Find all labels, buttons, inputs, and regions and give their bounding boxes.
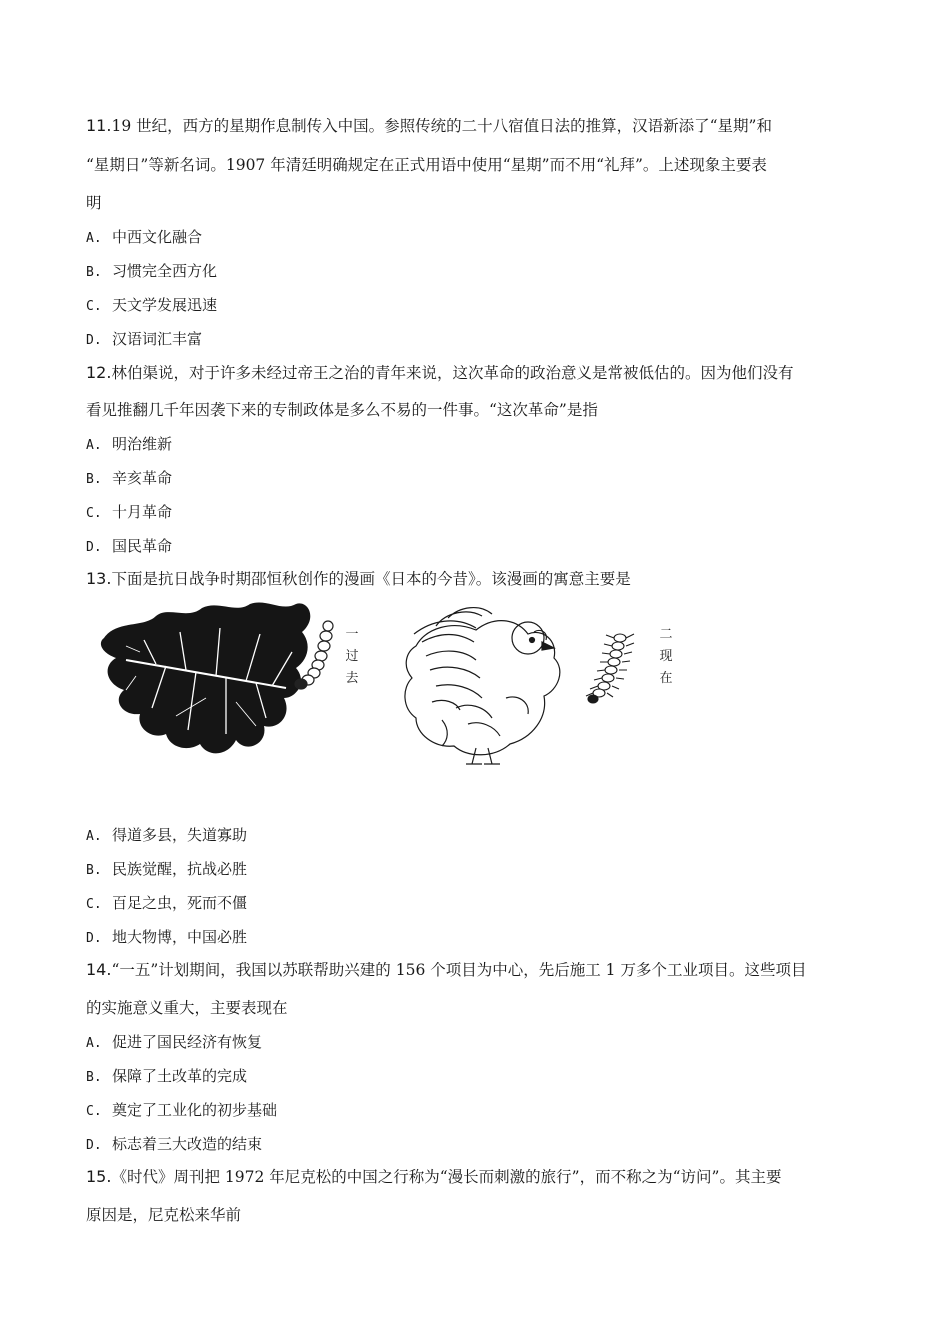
q14-option-d[interactable]: D. 标志着三大改造的结束 [86,1135,263,1153]
cartoon-drawing [96,598,696,773]
q13-line-1: 13.下面是抗日战争时期邵恒秋创作的漫画《日本的今昔》。该漫画的寓意主要是 [86,569,631,588]
panel2-caption: 二现在 [659,627,673,686]
q12-option-a[interactable]: A. 明治维新 [86,435,173,453]
q14-number: 14. [86,960,112,979]
q14-line-2: 的实施意义重大，主要表现在 [86,999,288,1017]
centipede-illustration [586,634,634,703]
q13-cartoon [96,598,696,773]
q15-number: 15. [86,1167,112,1186]
q11-line-1: 11.19 世纪，西方的星期作息制传入中国。参照传统的二十八宿值日法的推算，汉语新添了“星期”和 [86,116,772,135]
q13-number: 13. [86,569,112,588]
q11-line-2: “星期日”等新名词。1907 年清廷明确规定在正式用语中使用“星期”而不用“礼拜”。上述现象主要表 [86,156,767,174]
panel1-caption: 一过去 [345,627,359,686]
q13-option-d[interactable]: D. 地大物博，中国必胜 [86,928,248,946]
q12-number: 12. [86,363,112,382]
q12-line-2: 看见推翻几千年因袭下来的专制政体是多么不易的一件事。“这次革命”是指 [86,401,598,419]
q13-option-a[interactable]: A. 得道多县，失道寡助 [86,826,248,844]
q11-number: 11. [86,116,112,135]
q11-line-3: 明 [86,194,102,212]
leaf-illustration [101,602,310,753]
q12-line-1: 12.林伯渠说，对于许多未经过帝王之治的青年来说，这次革命的政治意义是常被低估的。因为他们没有 [86,363,794,382]
q15-line-1: 15.《时代》周刊把 1972 年尼克松的中国之行称为“漫长而刺激的旅行”，而不称之为“访问”。其主要 [86,1167,782,1186]
q14-option-c[interactable]: C. 奠定了工业化的初步基础 [86,1101,278,1119]
q14-option-a[interactable]: A. 促进了国民经济有恢复 [86,1033,263,1051]
q12-option-b[interactable]: B. 辛亥革命 [86,469,173,487]
q11-option-b[interactable]: B. 习惯完全西方化 [86,262,218,280]
q14-line-1: 14.“一五”计划期间，我国以苏联帮助兴建的 156 个项目为中心，先后施工 1 万多个工业项目。这些项目 [86,960,807,979]
q11-option-a[interactable]: A. 中西文化融合 [86,228,203,246]
q15-line-2: 原因是，尼克松来华前 [86,1206,242,1224]
q14-option-b[interactable]: B. 保障了土改革的完成 [86,1067,248,1085]
q12-option-c[interactable]: C. 十月革命 [86,503,173,521]
q13-option-c[interactable]: C. 百足之虫，死而不僵 [86,894,248,912]
q11-option-d[interactable]: D. 汉语词汇丰富 [86,330,203,348]
q12-option-d[interactable]: D. 国民革命 [86,537,173,555]
chicken-illustration [405,608,560,764]
q11-option-c[interactable]: C. 天文学发展迅速 [86,296,218,314]
q13-option-b[interactable]: B. 民族觉醒，抗战必胜 [86,860,248,878]
